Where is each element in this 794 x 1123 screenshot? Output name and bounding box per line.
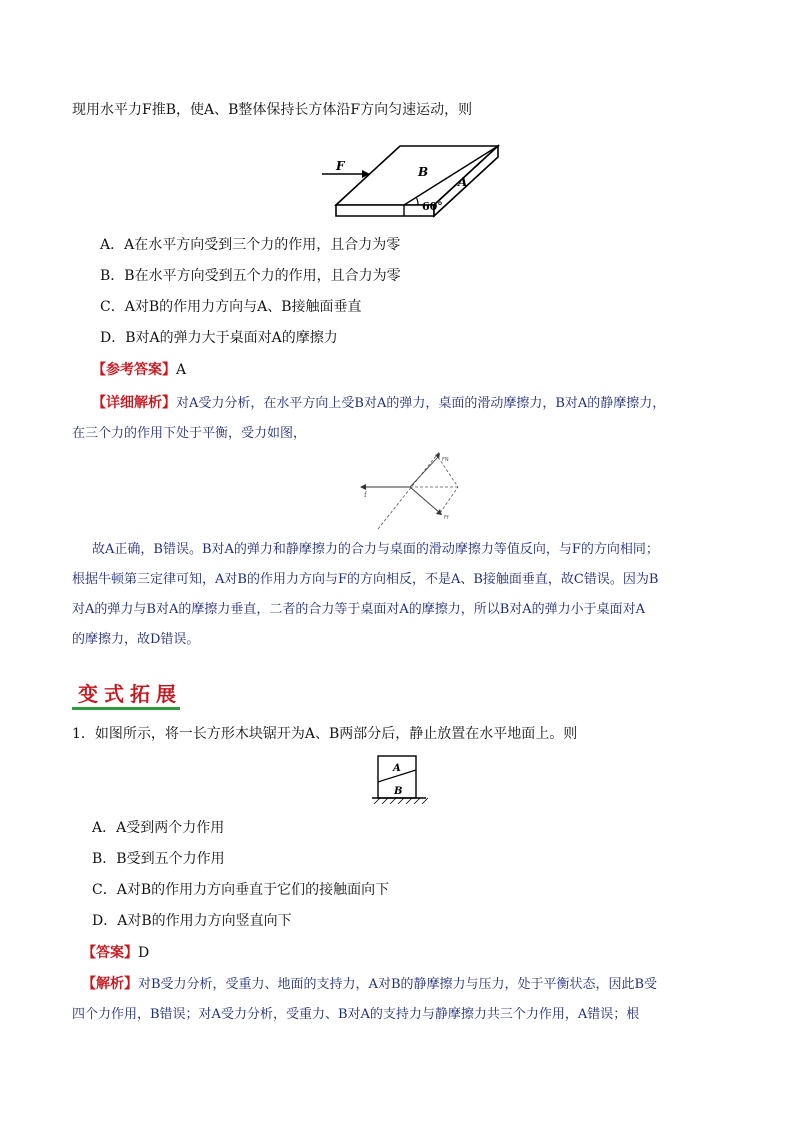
- question-stem: 现用水平力F推B，使A、B整体保持长方体沿F方向匀速运动，则: [72, 102, 473, 118]
- option-c: C．A对B的作用力方向与A、B接触面垂直: [100, 299, 362, 315]
- q1-answer-label: 【答案】: [82, 945, 138, 961]
- lower-block-label: B: [394, 786, 403, 797]
- answer-row: [92, 360, 186, 380]
- q1-option-b: B．B受到五个力作用: [92, 851, 225, 867]
- analysis-line: 故A正确，B错误。B对A的弹力和静摩擦力的合力与桌面的滑动摩擦力等值反向，与F的方向相同；: [92, 542, 659, 557]
- option-d: D．B对A的弹力大于桌面对A的摩擦力: [100, 330, 338, 346]
- q1-answer-value: D: [138, 945, 150, 961]
- q1-answer-row: [82, 943, 149, 963]
- upper-block-label: A: [393, 763, 401, 774]
- angle-label: 60°: [422, 200, 443, 213]
- analysis-line: 在三个力的作用下处于平衡，受力如图，: [72, 426, 307, 441]
- analysis-line: 的摩擦力，故D错误。: [72, 632, 200, 647]
- answer-label: 【参考答案】: [92, 362, 176, 378]
- block-figure: [370, 752, 430, 807]
- analysis-line: 根据牛顿第三定律可知，A对B的作用力方向与F的方向相反，不是A、B接触面垂直，故C错误。因为B: [72, 572, 659, 587]
- section-underline: [72, 707, 180, 710]
- option-b: B．B在水平方向受到五个力的作用，且合力为零: [100, 268, 401, 284]
- q1-option-d: D．A对B的作用力方向竖直向下: [92, 913, 292, 929]
- force-label: F: [336, 159, 345, 173]
- analysis-line: 对A受力分析，在水平方向上受B对A的弹力，桌面的滑动摩擦力，B对A的静摩擦力，: [176, 396, 666, 411]
- q1-option-c: C．A对B的作用力方向垂直于它们的接触面向下: [92, 882, 390, 898]
- option-a: A．A在水平方向受到三个力的作用，且合力为零: [100, 237, 401, 253]
- slab-figure: [318, 140, 518, 230]
- analysis-line: 对A的弹力与B对A的摩擦力垂直，二者的合力等于桌面对A的摩擦力，所以B对A的弹力小于桌面对A: [72, 602, 646, 617]
- block-a-label: A: [458, 175, 468, 189]
- q1-analysis-line: 对B受力分析，受重力、地面的支持力，A对B的静摩擦力与压力，处于平衡状态，因此B受: [138, 977, 658, 992]
- force-diagram: [360, 447, 480, 532]
- analysis-label: 【详细解析】: [92, 395, 176, 411]
- analysis-row-1: [92, 393, 665, 414]
- q1-analysis-line: 四个力作用，B错误；对A受力分析，受重力、B对A的支持力与静摩擦力共三个力作用，A错误；根: [72, 1007, 640, 1022]
- q1-analysis-label: 【解析】: [82, 976, 138, 992]
- q1-option-a: A．A受到两个力作用: [92, 820, 225, 836]
- answer-value: A: [176, 362, 187, 378]
- f-label: f: [364, 491, 367, 499]
- question-1-stem: 1．如图所示，将一长方形木块锯开为A、B两部分后，静止放置在水平地面上。则: [72, 726, 578, 742]
- fn-label: FN: [442, 457, 449, 463]
- q1-analysis-row-1: [82, 974, 657, 995]
- ff-label: Ff: [444, 515, 449, 521]
- section-title: 变式拓展: [78, 682, 182, 706]
- block-b-label: B: [418, 165, 429, 179]
